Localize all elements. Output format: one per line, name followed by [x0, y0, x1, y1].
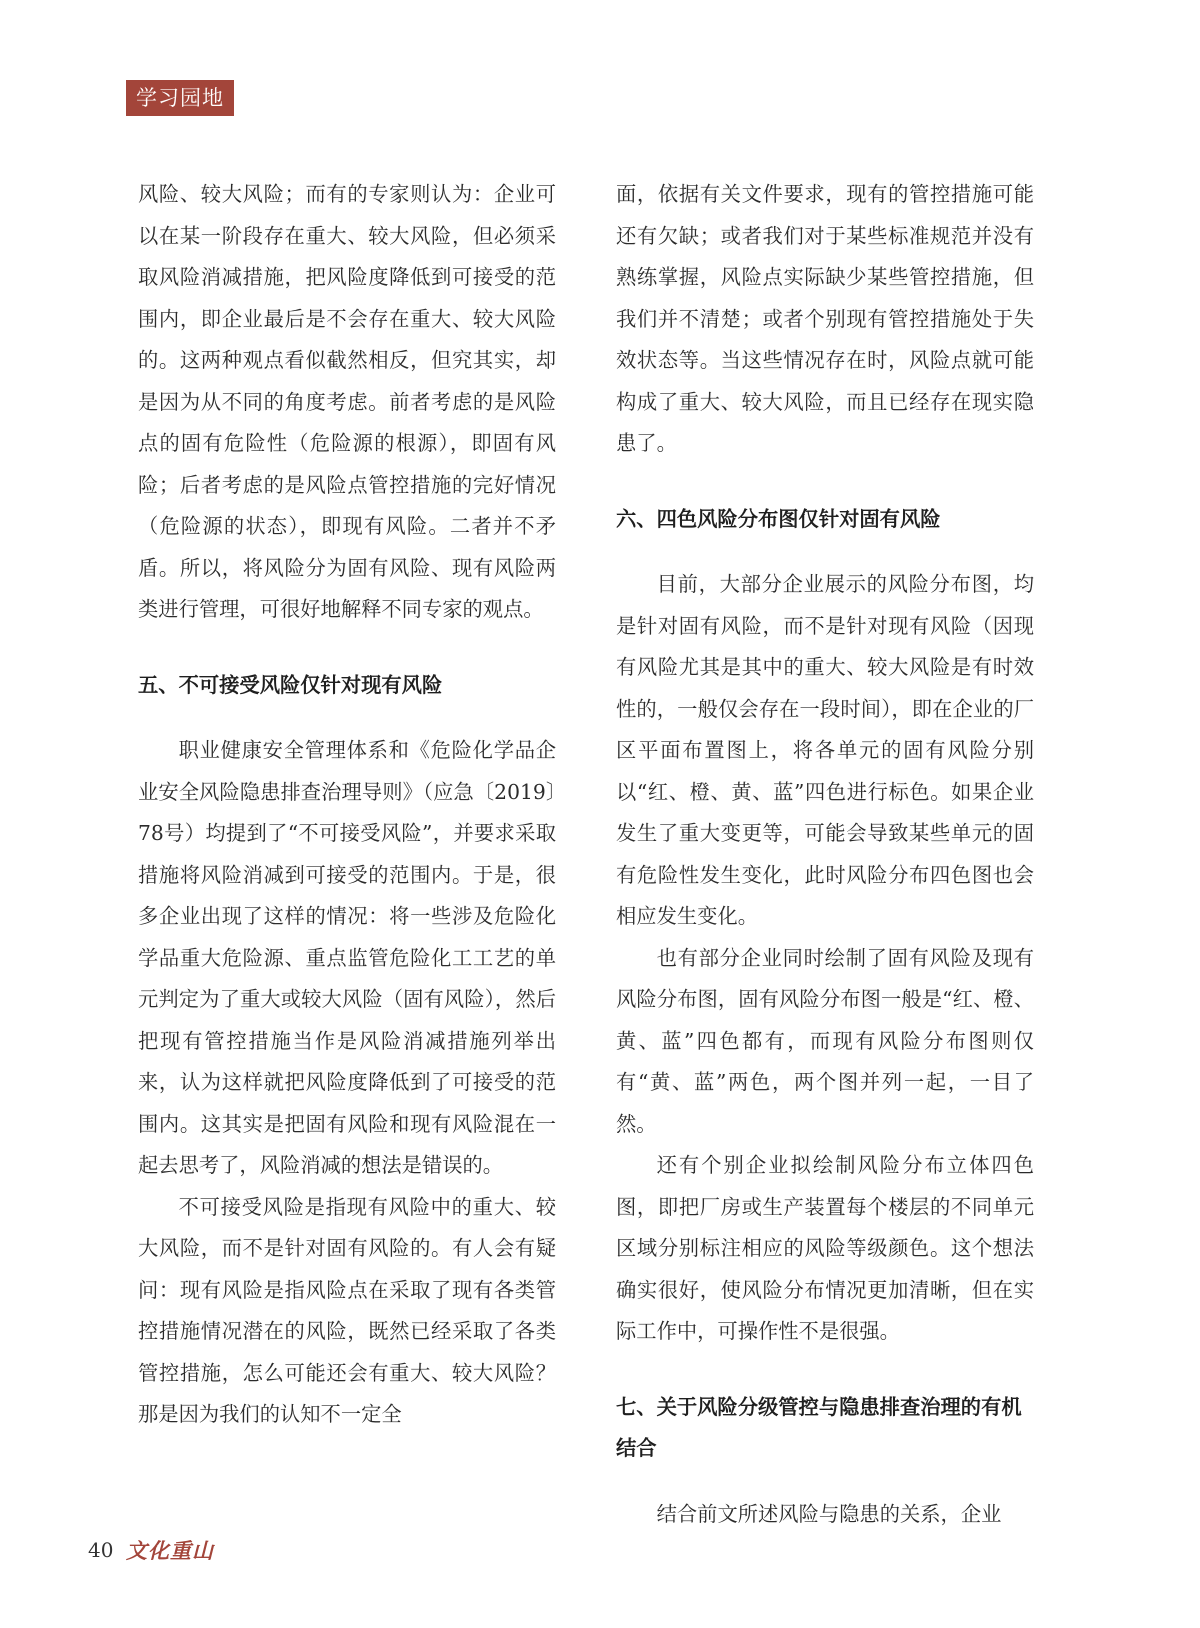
page-number: 40 [88, 1538, 114, 1562]
paragraph: 面，依据有关文件要求，现有的管控措施可能还有欠缺；或者我们对于某些标准规范并没有熟练掌握，风险点实际缺少某些管控措施，但我们并不清楚；或者个别现有管控措施处于失效状态等。当这些情况存在时，风险点就可能构成了重大、较大风险，而且已经存在现实隐患了。 [616, 182, 1034, 455]
left-column [138, 174, 556, 1436]
paragraph: 还有个别企业拟绘制风险分布立体四色图，即把厂房或生产装置每个楼层的不同单元区域分别标注相应的风险等级颜色。这个想法确实很好，使风险分布情况更加清晰，但在实际工作中，可操作性不是很强。 [616, 1153, 1034, 1343]
right-column [616, 174, 1034, 1535]
masthead-logo: 文化重山 [126, 1538, 214, 1563]
paragraph: 结合前文所述风险与隐患的关系，企业 [656, 1501, 1002, 1526]
section-heading-5: 五、不可接受风险仅针对现有风险 [138, 672, 443, 697]
paragraph: 也有部分企业同时绘制了固有风险及现有风险分布图，固有风险分布图一般是“红、橙、黄、蓝”四色都有，而现有风险分布图则仅有“黄、蓝”两色，两个图并列一起，一目了然。 [616, 945, 1034, 1136]
section-heading-6: 六、四色风险分布图仅针对固有风险 [616, 506, 941, 531]
paragraph: 不可接受风险是指现有风险中的重大、较大风险，而不是针对固有风险的。有人会有疑问：现有风险是指风险点在采取了现有各类管控措施情况潜在的风险，既然已经采取了各类管控措施，怎么可能还会有重大、较大风险？那是因为我们的认知不一定全 [138, 1194, 556, 1426]
section-heading-7: 七、关于风险分级管控与隐患排查治理的有机结合 [616, 1394, 1022, 1460]
section-tag: 学习园地 [126, 80, 234, 116]
paragraph: 职业健康安全管理体系和《危险化学品企业安全风险隐患排查治理导则》（应急〔2019〕78号）均提到了“不可接受风险”，并要求采取措施将风险消减到可接受的范围内。于是，很多企业出现了这样的情况：将一些涉及危险化学品重大危险源、重点监管危险化工工艺的单元判定为了重大或较大风险（固有风险），然后把现有管控措施当作是风险消减措施列举出来，认为这样就把风险度降低到了可接受的范围内。这其实是把固有风险和现有风险混在一起去思考了，风险消减的想法是错误的。 [138, 738, 556, 1177]
paragraph: 风险、较大风险；而有的专家则认为：企业可以在某一阶段存在重大、较大风险，但必须采取风险消减措施，把风险度降低到可接受的范围内，即企业最后是不会存在重大、较大风险的。这两种观点看似截然相反，但究其实，却是因为从不同的角度考虑。前者考虑的是风险点的固有危险性（危险源的根源），即固有风险；后者考虑的是风险点管控措施的完好情况（危险源的状态），即现有风险。二者并不矛盾。所以，将风险分为固有风险、现有风险两类进行管理，可很好地解释不同专家的观点。 [138, 182, 556, 621]
paragraph: 目前，大部分企业展示的风险分布图，均是针对固有风险，而不是针对现有风险（因现有风险尤其是其中的重大、较大风险是有时效性的，一般仅会存在一段时间），即在企业的厂区平面布置图上，将各单元的固有风险分别以“红、橙、黄、蓝”四色进行标色。如果企业发生了重大变更等，可能会导致某些单元的固有危险性发生变化，此时风险分布四色图也会相应发生变化。 [616, 572, 1034, 928]
